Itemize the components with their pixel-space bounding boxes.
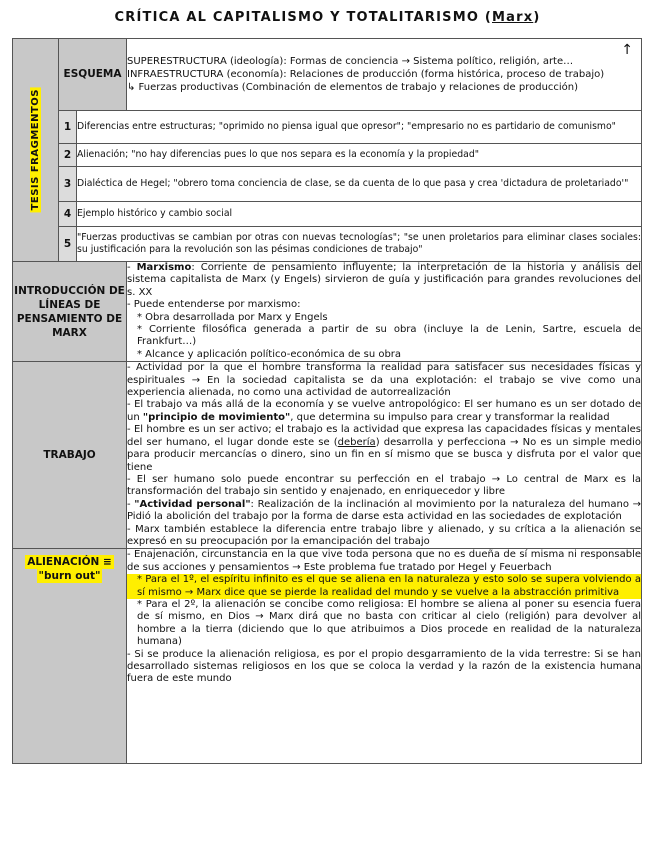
- fragment-number: 2: [59, 143, 77, 167]
- trabajo-label: TRABAJO: [13, 362, 127, 549]
- intro-content: - Marxismo: Corriente de pensamiento influyente; la interpretación de la historia y análisis del sistema capitalista de Marx (y Engels) sirvieron de guía y justificación para grandes revoluciones del s. XX - Puede entenderse por marxismo: * Obra desarrollada por Marx y Engels * Corriente filosófica generada a partir de su obra (incluye la de Lenin, Sartre, escuela de Frankfurt…) * Alcance y aplicación político-económica de su obra: [127, 262, 641, 360]
- title-author: Marx: [492, 10, 534, 25]
- fragments-side-label: TESIS FRAGMENTOS: [13, 39, 59, 262]
- fragment-text: "Fuerzas productivas se cambian por otras con nuevas tecnologías"; "se unen proletarios para eliminar clases sociales: su justificación para la revolución son las pésimas condiciones de trabajo": [77, 227, 642, 262]
- fragment-number: 1: [59, 110, 77, 143]
- fragment-text: Alienación; "no hay diferencias pues lo que nos separa es la economía y la propiedad": [77, 143, 642, 167]
- superestructura-line: SUPERESTRUCTURA (ideología): Formas de conciencia → Sistema político, religión, arte…: [127, 55, 574, 67]
- fragment-number: 5: [59, 227, 77, 262]
- fragment-text: Diferencias entre estructuras; "oprimido no piensa igual que opresor"; "empresario no es partidario de comunismo": [77, 110, 642, 143]
- intro-label: INTRODUCCIÓN DE LÍNEAS DE PENSAMIENTO DE MARX: [13, 262, 127, 362]
- fragment-text: Ejemplo histórico y cambio social: [77, 202, 642, 227]
- fragment-text: Dialéctica de Hegel; "obrero toma conciencia de clase, se da cuenta de lo que pasa y crea 'dictadura de proletariado'": [77, 167, 642, 202]
- highlighted-hegel: * Para el 1º, el espíritu infinito es el que se aliena en la naturaleza y esto solo se supera volviendo a sí mismo → Marx dice que se pierde la realidad del mundo y se vuelve a la abstracción primitiva: [127, 574, 641, 599]
- document-title: CRÍTICA AL CAPITALISMO Y TOTALITARISMO (Marx): [114, 10, 541, 25]
- alienacion-content: - Enajenación, circunstancia en la que vive toda persona que no es dueña de sí misma ni responsable de sus acciones y pensamientos → Este problema fue tratado por Hegel y Feuerbach * Para el 1º, el espíritu infinito es el que se aliena en la naturaleza y esto solo se supera volviendo a sí mismo → Marx dice que se pierde la realidad del mundo y se vuelve a la abstracción primitiva * Para el 2º, la alienación se concibe como religiosa: El hombre se aliena al poner su esencia fuera de sí mismo, en Dios → Marx dirá que no basta con criticar al cielo (religión) para devolver al hombre a la tierra (diciendo que lo que atribuimos a Dios procede en realidad de la naturaleza humana) - Si se produce la alienación religiosa, es por el propio desgarramiento de la vida terrestre: Si se han desarrollado sistemas religiosos en los que se coloca la verdad y la razón de la existencia humana fuera de este mundo: [127, 549, 642, 764]
- esquema-label: ESQUEMA: [59, 39, 127, 111]
- alienacion-label: ALIENACIÓN ≡ "burn out": [13, 549, 127, 764]
- infraestructura-line: INFRAESTRUCTURA (economía): Relaciones de producción (forma histórica, proceso de trabajo): [127, 68, 605, 80]
- trabajo-content: - Actividad por la que el hombre transforma la realidad para satisfacer sus necesidades físicas y espirituales → En la sociedad capitalista se da una explotación: el trabajo se vive como una experiencia alienada, no como una actividad de autorrealización - El trabajo va más allá de la economía y se vuelve antropológico: El ser humano es un ser dotado de un "principio de movimiento", que determina su impulso para crear y transformar la realidad - El hombre es un ser activo; el trabajo es la actividad que expresa las capacidades físicas y mentales del ser humano, el lugar donde este se (debería) desarrolla y perfecciona → No es un simple medio para producir mercancías o dinero, sino un fin en sí mismo que se busca y disfruta por el valor que tiene - El ser humano solo puede encontrar su perfección en el trabajo → Lo central de Marx es la transformación del trabajo sin sentido y enajenado, en enriquecedor y libre - "Actividad personal": Realización de la inclinación al movimiento por la naturaleza del humano → Pidió la abolición del trabajo por la forma de darse esta actividad en las sociedades de explotación - Marx también establece la diferencia entre trabajo libre y alienado, y su crítica a la alienación se expresó en su preocupación por la emancipación del trabajo: [127, 362, 641, 547]
- fragment-number: 4: [59, 202, 77, 227]
- marxismo-term: Marxismo: [136, 262, 192, 273]
- esquema-content: [127, 39, 642, 111]
- summary-table: [12, 38, 642, 764]
- fuerzas-productivas-line: ↳ Fuerzas productivas (Combinación de elementos de trabajo y relaciones de producción): [127, 81, 579, 93]
- fragment-number: 3: [59, 167, 77, 202]
- arrow-up-icon: ↑: [621, 42, 633, 58]
